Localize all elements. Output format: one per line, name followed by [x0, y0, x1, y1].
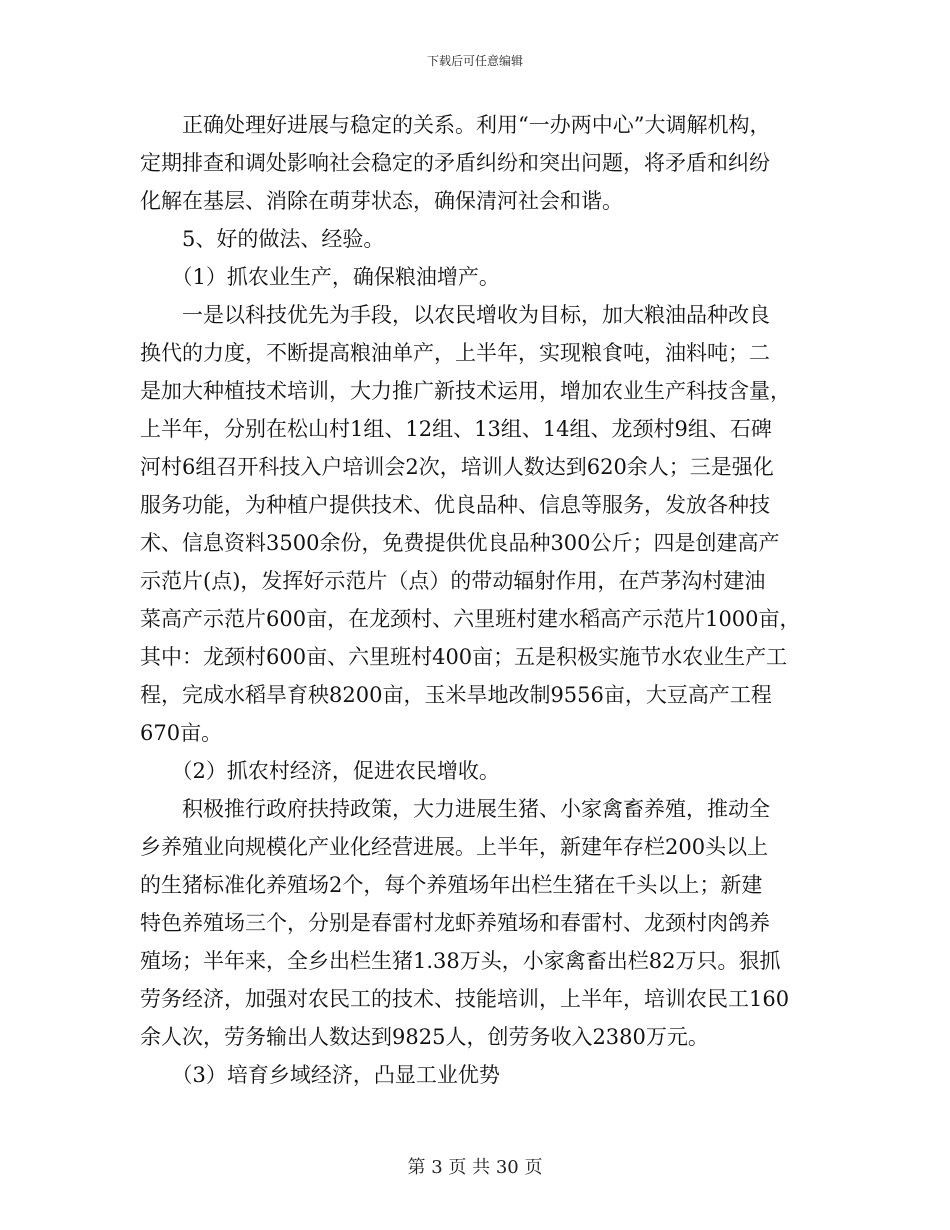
text-line: 示范片(点)，发挥好示范片（点）的带动辐射作用，在芦茅沟村建油: [140, 569, 766, 593]
text-line: 殖场；半年来，全乡出栏生猪1.38万头，小家禽畜出栏82万只。狠抓: [140, 949, 781, 973]
text-line: 术、信息资料3500余份，免费提供优良品种300公斤；四是创建高产: [140, 531, 780, 555]
text-line: 乡养殖业向规模化产业化经营进展。上半年，新建年存栏200头以上: [140, 835, 769, 859]
text-line: 服务功能，为种植户提供技术、优良品种、信息等服务，发放各种技: [140, 493, 770, 517]
text-line: 换代的力度，不断提高粮油单产，上半年，实现粮食吨，油料吨；二: [140, 341, 770, 365]
document-body: [140, 106, 812, 1094]
text-line: （1）抓农业生产，确保粮油增产。: [140, 265, 500, 289]
text-line: 的生猪标准化养殖场2个，每个养殖场年出栏生猪在千头以上；新建: [140, 873, 763, 897]
text-line: 河村6组召开科技入户培训会2次，培训人数达到620余人；三是强化: [140, 455, 774, 479]
text-line: 程，完成水稻旱育秧8200亩，玉米旱地改制9556亩，大豆高产工程: [140, 683, 772, 707]
text-line: 化解在基层、消除在萌芽状态，确保清河社会和谐。: [140, 189, 623, 213]
text-line: （2）抓农村经济，促进农民增收。: [140, 759, 500, 783]
text-line: 是加大种植技术培训，大力推广新技术运用，增加农业生产科技含量，: [140, 379, 791, 403]
text-line: （3）培育乡域经济，凸显工业优势: [140, 1063, 500, 1087]
text-line: 上半年，分别在松山村1组、12组、13组、14组、龙颈村9组、石碑: [140, 417, 772, 441]
text-line: 5、好的做法、经验。: [140, 227, 385, 251]
text-line: 特色养殖场三个，分别是春雷村龙虾养殖场和春雷村、龙颈村肉鸽养: [140, 911, 770, 935]
text-line: 正确处理好进展与稳定的关系。利用“一办两中心”大调解机构，: [140, 113, 771, 137]
text-line: 其中：龙颈村600亩、六里班村400亩；五是积极实施节水农业生产工: [140, 645, 788, 669]
text-line: 一是以科技优先为手段，以农民增收为目标，加大粮油品种改良: [140, 303, 770, 327]
text-line: 劳务经济，加强对农民工的技术、技能培训，上半年，培训农民工160: [140, 987, 790, 1011]
text-line: 菜高产示范片600亩，在龙颈村、六里班村建水稻高产示范片1000亩，: [140, 607, 801, 631]
text-line: 积极推行政府扶持政策，大力进展生猪、小家禽畜养殖，推动全: [140, 797, 770, 821]
text-line: 定期排查和调处影响社会稳定的矛盾纠纷和突出问题，将矛盾和纠纷: [140, 151, 770, 175]
text-line: 670亩。: [140, 721, 223, 745]
page-header: 下载后可任意编辑: [426, 54, 523, 68]
page-footer: 第 3 页 共 30 页: [407, 1157, 543, 1178]
text-line: 余人次，劳务输出人数达到9825人，创劳务收入2380万元。: [140, 1025, 709, 1049]
